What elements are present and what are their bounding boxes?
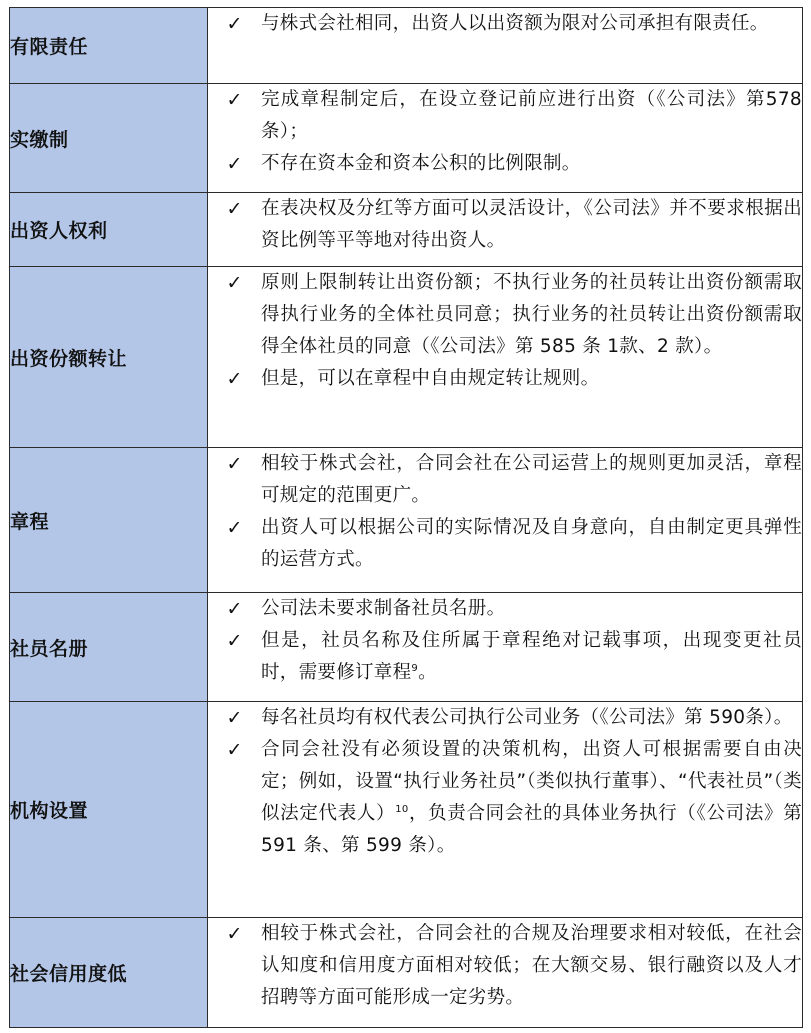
row-content [208,84,803,193]
bullet-item [208,918,802,1014]
row-content [208,702,803,918]
table-row [10,593,803,702]
row-content [208,193,803,267]
bullet-item [208,512,802,576]
bullet-text-tail: 。 [418,662,437,683]
check-icon: ✓ [226,368,243,390]
row-label: 社会信用度低 [10,918,208,1028]
check-icon: ✓ [226,630,243,652]
bullet-text: 相较于株式会社，合同会社的合规及治理要求相对较低，在社会认知度和信用度方面相对较低；在大额交易、银行融资以及人才招聘等方面可能形成一定劣势。 [261,923,802,1008]
row-label: 社员名册 [10,593,208,702]
check-icon: ✓ [226,739,243,761]
check-icon: ✓ [226,517,243,539]
check-icon: ✓ [226,272,243,294]
check-icon: ✓ [226,13,243,35]
row-label: 章程 [10,448,208,593]
table-row [10,448,803,593]
check-icon: ✓ [226,153,243,175]
bullet-text: 不存在资本金和资本公积的比例限制。 [261,153,581,174]
table-row [10,702,803,918]
bullet-text-main: 但是，社员名称及住所属于章程绝对记载事项，出现变更社员时，需要修订章程 [261,630,802,683]
bullet-text-tail: ，负责合同会社的具体业务执行（《公司法》第 591 条、第 599 条）。 [261,803,802,856]
check-icon: ✓ [226,923,243,945]
bullet-text: 与株式会社相同，出资人以出资额为限对公司承担有限责任。 [261,13,769,34]
bullet-text: 在表决权及分红等方面可以灵活设计，《公司法》并不要求根据出资比例等平等地对待出资人。 [261,198,802,251]
bullet-item [208,267,802,363]
table-row [10,918,803,1028]
bullet-item [208,593,802,625]
llc-features-table [9,7,803,1028]
table-row [10,267,803,448]
footnote-marker: 9 [411,662,419,674]
bullet-item [208,734,802,862]
bullet-text: 每名社员均有权代表公司执行公司业务（《公司法》第 590条）。 [261,707,793,728]
check-icon: ✓ [226,453,243,475]
bullet-text: 完成章程制定后，在设立登记前应进行出资（《公司法》第578 条）； [261,89,802,142]
bullet-text: 出资人可以根据公司的实际情况及自身意向，自由制定更具弹性的运营方式。 [261,517,802,570]
check-icon: ✓ [226,89,243,111]
bullet-text: 公司法未要求制备社员名册。 [261,598,506,619]
bullet-item [208,84,802,148]
row-content [208,593,803,702]
bullet-item [208,8,802,40]
table-row [10,8,803,84]
bullet-text-main: 合同会社没有必须设置的决策机构，出资人可根据需要自由决定；例如，设置“执行业务社员”（类似执行董事）、“代表社员”（类似法定代表人） [261,739,802,824]
bullet-text [261,734,802,862]
row-content [208,8,803,84]
row-content [208,918,803,1028]
bullet-text: 但是，可以在章程中自由规定转让规则。 [261,368,600,389]
table-row [10,193,803,267]
bullet-item [208,625,802,689]
bullet-item [208,193,802,257]
table-row [10,84,803,193]
bullet-item [208,363,802,395]
row-label: 实缴制 [10,84,208,193]
footnote-marker: 10 [395,803,409,815]
row-content [208,448,803,593]
bullet-text: 原则上限制转让出资份额；不执行业务的社员转让出资份额需取得执行业务的全体社员同意；执行业务的社员转让出资份额需取得全体社员的同意（《公司法》第 585 条 1款、2 款）。 [261,272,802,357]
check-icon: ✓ [226,707,243,729]
row-label: 出资份额转让 [10,267,208,448]
bullet-text [261,625,802,689]
check-icon: ✓ [226,598,243,620]
bullet-item [208,448,802,512]
bullet-item [208,702,802,734]
bullet-item [208,148,802,180]
check-icon: ✓ [226,198,243,220]
row-label: 机构设置 [10,702,208,918]
row-content [208,267,803,448]
bullet-text: 相较于株式会社，合同会社在公司运营上的规则更加灵活，章程可规定的范围更广。 [261,453,802,506]
row-label: 有限责任 [10,8,208,84]
row-label: 出资人权利 [10,193,208,267]
